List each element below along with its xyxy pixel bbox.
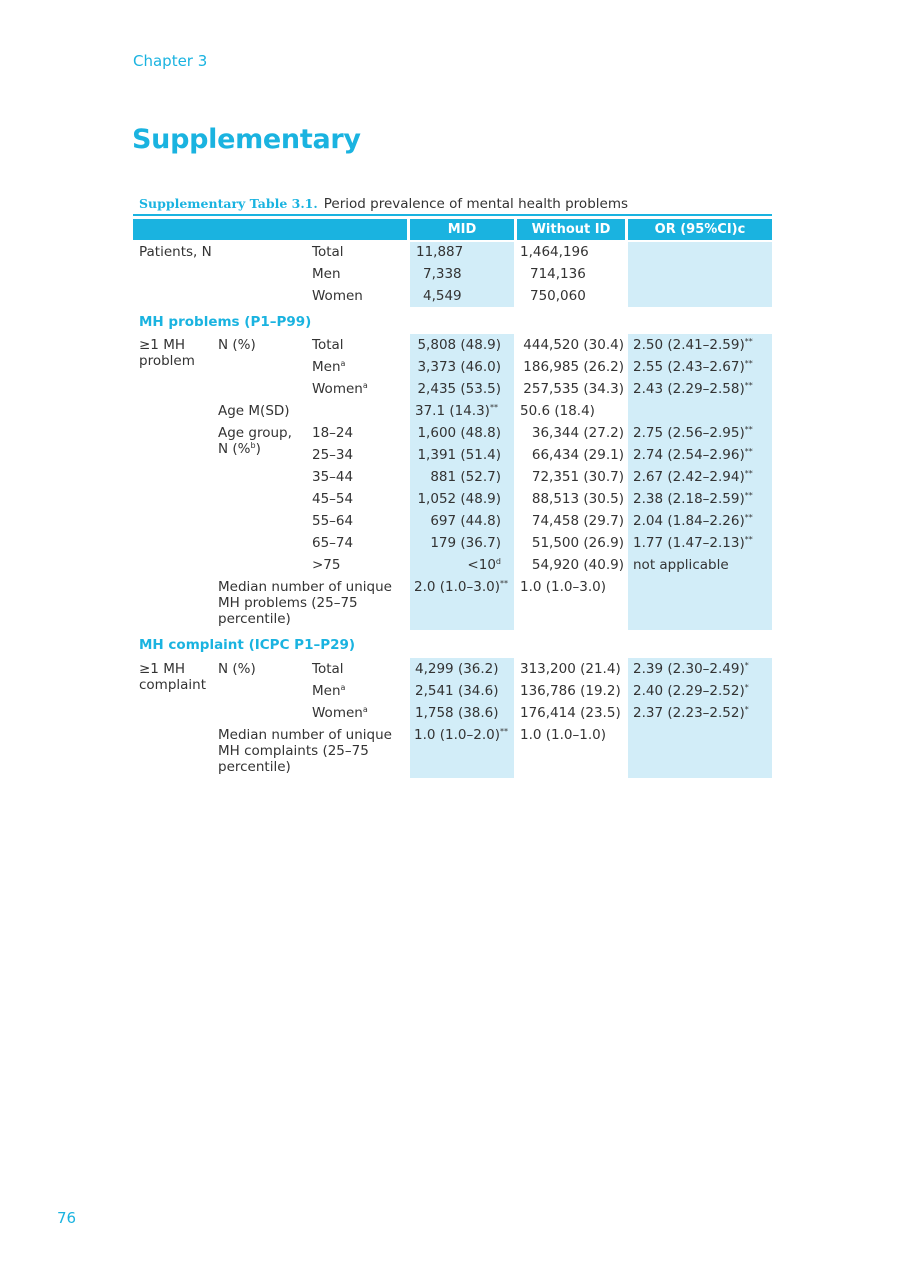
patients-label: Patients, N <box>139 244 212 260</box>
table-caption-text: Period prevalence of mental health problems <box>323 196 629 212</box>
without-value: 36,344 (27.2) <box>531 425 624 441</box>
mid-value: 1,391 (51.4) <box>417 447 501 463</box>
row-label: Total <box>312 244 344 260</box>
table-top-rule <box>133 214 772 216</box>
problems-group-line2: problem <box>139 353 195 369</box>
row-label: Women <box>312 288 363 304</box>
mid-value: 179 (36.7) <box>430 535 501 551</box>
mid-value: 1,758 (38.6) <box>415 705 499 721</box>
problems-group-line1: ≥1 MH <box>139 337 185 353</box>
row-label: Men$^a$ <box>312 359 346 375</box>
complaints-group-line1: ≥1 MH <box>139 661 185 677</box>
without-value: 72,351 (30.7) <box>531 469 624 485</box>
row-label: Men$^a$ <box>312 683 346 699</box>
mid-value: 1,052 (48.9) <box>417 491 501 507</box>
without-value: 444,520 (30.4) <box>523 337 624 353</box>
mid-value: 3,373 (46.0) <box>417 359 501 375</box>
page-number: 76 <box>57 1209 77 1227</box>
row-label: Women$^a$ <box>312 381 368 397</box>
or-value: not applicable <box>633 557 729 573</box>
or-value: 2.43 (2.29–2.58)** <box>633 381 753 397</box>
without-value: 257,535 (34.3) <box>523 381 624 397</box>
without-value: 1.0 (1.0–3.0) <box>520 579 606 595</box>
header-or: OR (95%CI)c <box>628 219 772 240</box>
or-value: 2.40 (2.29–2.52)* <box>633 683 749 699</box>
row-label: Women$^a$ <box>312 705 368 721</box>
mid-value: 11,887 <box>416 244 464 260</box>
or-shade-patients <box>628 242 772 307</box>
header-blank-cell <box>133 219 407 240</box>
or-value: 2.74 (2.54–2.96)** <box>633 447 753 463</box>
mid-value: 1,600 (48.8) <box>417 425 501 441</box>
mid-value: 7,338 <box>423 266 462 282</box>
row-label: 55–64 <box>312 513 354 529</box>
without-value: 750,060 <box>530 288 586 304</box>
age-mean-label: Age M(SD) <box>218 403 290 419</box>
row-label: 65–74 <box>312 535 354 551</box>
section-heading: Supplementary <box>132 124 361 155</box>
age-group-line1: Age group, <box>218 425 292 441</box>
without-value: 1,464,196 <box>520 244 589 260</box>
or-value: 2.75 (2.56–2.95)** <box>633 425 753 441</box>
or-value: 2.39 (2.30–2.49)* <box>633 661 749 677</box>
without-value: 88,513 (30.5) <box>531 491 624 507</box>
median-problems-line1: Median number of unique <box>218 579 392 595</box>
header-mid: MID <box>410 219 514 240</box>
without-value: 74,458 (29.7) <box>531 513 624 529</box>
complaints-section-title: MH complaint (ICPC P1–P29) <box>139 637 356 653</box>
median-complaints-line2: MH complaints (25–75 <box>218 743 369 759</box>
complaints-n-label: N (%) <box>218 661 256 677</box>
without-value: 313,200 (21.4) <box>520 661 621 677</box>
or-value: 1.77 (1.47–2.13)** <box>633 535 753 551</box>
or-value: 2.55 (2.43–2.67)** <box>633 359 753 375</box>
mid-value: 1.0 (1.0–2.0)** <box>414 727 508 743</box>
mid-value: $<10^d$ <box>467 557 501 573</box>
without-value: 50.6 (18.4) <box>520 403 595 419</box>
row-label: Total <box>312 337 344 353</box>
mid-value: 881 (52.7) <box>430 469 501 485</box>
or-value: 2.37 (2.23–2.52)* <box>633 705 749 721</box>
row-label: 18–24 <box>312 425 354 441</box>
median-complaints-line3: percentile) <box>218 759 291 775</box>
mid-value: 5,808 (48.9) <box>417 337 501 353</box>
chapter-label: Chapter 3 <box>133 52 208 70</box>
row-label: 45–54 <box>312 491 354 507</box>
problems-section-title: MH problems (P1–P99) <box>139 314 312 330</box>
without-value: 176,414 (23.5) <box>520 705 621 721</box>
without-value: 66,434 (29.1) <box>531 447 624 463</box>
row-label: Men <box>312 266 341 282</box>
age-group-line2: N (%$^b$) <box>218 441 261 457</box>
row-label: Total <box>312 661 344 677</box>
or-value: 2.38 (2.18–2.59)** <box>633 491 753 507</box>
without-value: 51,500 (26.9) <box>531 535 624 551</box>
or-value: 2.67 (2.42–2.94)** <box>633 469 753 485</box>
problems-n-label: N (%) <box>218 337 256 353</box>
header-without-id: Without ID <box>517 219 625 240</box>
row-label: 35–44 <box>312 469 354 485</box>
or-value: 2.04 (1.84–2.26)** <box>633 513 753 529</box>
mid-value: 2,541 (34.6) <box>415 683 499 699</box>
median-complaints-line1: Median number of unique <box>218 727 392 743</box>
mid-value: 697 (44.8) <box>430 513 501 529</box>
mid-value: 2.0 (1.0–3.0)** <box>414 579 508 595</box>
without-value: 714,136 <box>530 266 586 282</box>
without-value: 136,786 (19.2) <box>520 683 621 699</box>
table-caption-label: Supplementary Table 3.1. <box>139 196 318 211</box>
without-value: 186,985 (26.2) <box>523 359 624 375</box>
table-caption <box>139 196 628 212</box>
mid-value: 4,549 <box>423 288 462 304</box>
median-problems-line3: percentile) <box>218 611 291 627</box>
mid-value: 4,299 (36.2) <box>415 661 499 677</box>
mid-value: 37.1 (14.3)** <box>415 403 498 419</box>
row-label: 25–34 <box>312 447 354 463</box>
without-value: 1.0 (1.0–1.0) <box>520 727 606 743</box>
without-value: 54,920 (40.9) <box>531 557 624 573</box>
complaints-group-line2: complaint <box>139 677 207 693</box>
median-problems-line2: MH problems (25–75 <box>218 595 358 611</box>
row-label: >75 <box>312 557 341 573</box>
or-value: 2.50 (2.41–2.59)** <box>633 337 753 353</box>
mid-value: 2,435 (53.5) <box>417 381 501 397</box>
